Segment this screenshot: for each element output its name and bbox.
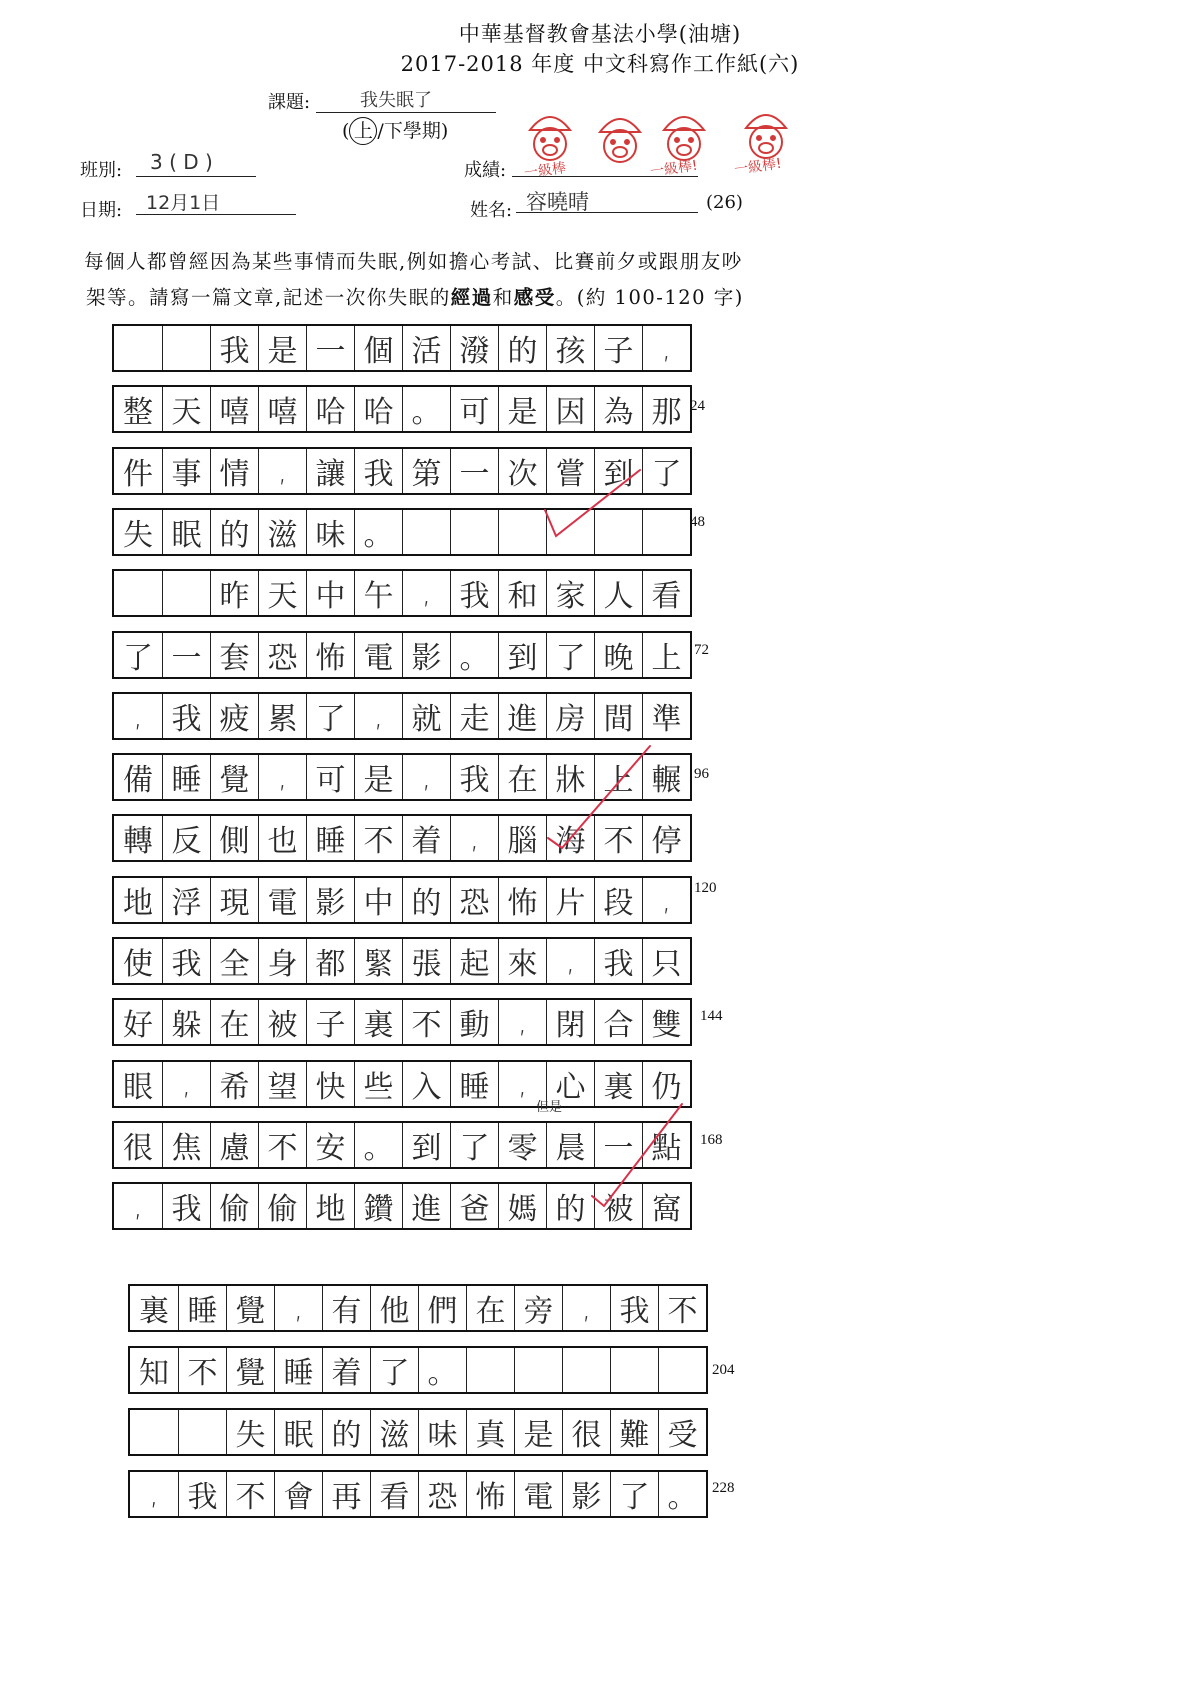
stamp-caption-1: 一級棒: [523, 160, 568, 182]
grid-cell: 味: [418, 1410, 466, 1454]
grid-cell: 側: [210, 816, 258, 860]
count-204: 204: [712, 1362, 735, 1378]
grid-cell: 零: [498, 1123, 546, 1167]
count-228: 228: [712, 1480, 735, 1496]
grid-cell: 嘗: [546, 449, 594, 493]
grid-cell: 停: [642, 816, 690, 860]
grid-cell: 覺: [226, 1286, 274, 1330]
count-24: 24: [690, 398, 705, 414]
grid-cell: 到: [402, 1123, 450, 1167]
grid-cell: 我: [210, 326, 258, 370]
grid-cell: 準: [642, 694, 690, 738]
grid-cell: 怖: [306, 633, 354, 677]
prompt-line-2a: 架等。請寫一篇文章,記述一次你失眠的: [86, 286, 451, 309]
grid-cell: 不: [402, 1000, 450, 1044]
grid-cell: 睡: [162, 755, 210, 799]
grid-cell: 覺: [226, 1348, 274, 1392]
grid-cell: 第: [402, 449, 450, 493]
grid-cell: 轉: [123, 824, 153, 859]
grid-cell: 一: [306, 326, 354, 370]
worksheet-subtitle: 2017-2018 年度 中文科寫作工作紙(六): [400, 52, 800, 76]
grid-cell: 被: [258, 1000, 306, 1044]
topic-label: 課題:: [268, 92, 311, 113]
grid-cell: 恐: [418, 1472, 466, 1516]
grid-cell: 媽: [498, 1184, 546, 1228]
grid-cell: 。: [658, 1472, 706, 1516]
grid-cell: 個: [354, 326, 402, 370]
grid-cell: 恐: [258, 633, 306, 677]
name-label: 姓名:: [470, 200, 513, 221]
grid-cell: 了: [642, 449, 690, 493]
grid-cell: 身: [258, 939, 306, 983]
grid-cell: 是: [354, 755, 402, 799]
grid-cell: 子: [594, 326, 642, 370]
grid-cell: 一: [594, 1123, 642, 1167]
grid-cell: 地: [123, 886, 153, 921]
grid-cell: 了: [370, 1348, 418, 1392]
grid-cell: 全: [210, 939, 258, 983]
grid-cell: 眼: [123, 1070, 153, 1105]
grid-cell: 受: [658, 1410, 706, 1454]
grid-cell: 上: [642, 633, 690, 677]
grid-cell: 們: [418, 1286, 466, 1330]
count-72: 72: [694, 642, 709, 658]
grid-cell: 不: [658, 1286, 706, 1330]
grid-cell: 看: [370, 1472, 418, 1516]
term-open: (: [342, 120, 350, 142]
topic-value: 我失眠了: [360, 90, 432, 111]
grid-cell: 滋: [258, 510, 306, 554]
prompt-line-2b: 和: [492, 286, 514, 309]
grid-cell: 影: [562, 1472, 610, 1516]
grid-cell: ,: [162, 1062, 210, 1106]
grid-cell: 我: [162, 694, 210, 738]
grid-cell: 了: [306, 694, 354, 738]
grid-cell: 慮: [210, 1123, 258, 1167]
grid-cell: 在: [466, 1286, 514, 1330]
grid-cell: 到: [498, 633, 546, 677]
grid-cell: ,: [450, 816, 498, 860]
grid-cell: 牀: [546, 755, 594, 799]
date-value: 12月1日: [146, 192, 221, 214]
grid-cell: 中: [354, 878, 402, 922]
grid-cell: 片: [546, 878, 594, 922]
grid-cell: 快: [306, 1062, 354, 1106]
grid-cell: ,: [274, 1286, 322, 1330]
grid-cell: 不: [226, 1472, 274, 1516]
grid-cell: 睡: [450, 1062, 498, 1106]
grid-cell: 走: [450, 694, 498, 738]
grid-cell: 怖: [498, 878, 546, 922]
grid-cell: 了: [123, 641, 153, 676]
grid-cell: 海: [546, 816, 594, 860]
grid-cell: 地: [306, 1184, 354, 1228]
prompt-bold-feeling: 感受: [513, 286, 556, 309]
prompt-bold-process: 經過: [450, 286, 493, 309]
grid-cell: 是: [514, 1410, 562, 1454]
grid-cell: 到: [594, 449, 642, 493]
grid-cell: 躲: [162, 1000, 210, 1044]
grid-cell: 爸: [450, 1184, 498, 1228]
grid-cell: 睡: [274, 1348, 322, 1392]
grid-cell: 電: [514, 1472, 562, 1516]
term-rest: /下學期): [377, 120, 449, 142]
grid-cell: 很: [562, 1410, 610, 1454]
grid-cell: 影: [306, 878, 354, 922]
grid-cell: 也: [258, 816, 306, 860]
grid-cell: 張: [402, 939, 450, 983]
grid-cell: 活: [402, 326, 450, 370]
grid-cell: 不: [594, 816, 642, 860]
grid-cell: 入: [402, 1062, 450, 1106]
student-number: (26): [706, 192, 743, 213]
grid-cell: 我: [610, 1286, 658, 1330]
grid-cell: 。: [354, 1123, 402, 1167]
grid-cell: 影: [402, 633, 450, 677]
grid-cell: ,: [258, 449, 306, 493]
grid-cell: ,: [546, 939, 594, 983]
grid-cell: 會: [274, 1472, 322, 1516]
grid-cell: 間: [594, 694, 642, 738]
grid-cell: 午: [354, 571, 402, 615]
grid-cell: 輾: [642, 755, 690, 799]
grid-cell: 難: [610, 1410, 658, 1454]
tick-mark-2: [548, 746, 650, 848]
grid-cell: 讓: [306, 449, 354, 493]
grid-cell: 了: [450, 1123, 498, 1167]
grid-cell: 天: [258, 571, 306, 615]
grid-cell: ,: [354, 694, 402, 738]
grid-cell: 我: [450, 571, 498, 615]
grid-cell: 都: [306, 939, 354, 983]
grid-cell: 好: [123, 1008, 153, 1043]
grid-cell: 人: [594, 571, 642, 615]
grid-cell: 希: [210, 1062, 258, 1106]
grid-cell: 窩: [642, 1184, 690, 1228]
grid-cell: 房: [546, 694, 594, 738]
grid-cell: 使: [123, 947, 153, 982]
grid-cell: 可: [450, 387, 498, 431]
grid-cell: 不: [258, 1123, 306, 1167]
grid-cell: 起: [450, 939, 498, 983]
grid-cell: 旁: [514, 1286, 562, 1330]
grid-cell: 進: [402, 1184, 450, 1228]
grid-cell: 哈: [354, 387, 402, 431]
grid-cell: 在: [498, 755, 546, 799]
prompt-line-2c: 。(約 100-120 字): [555, 286, 744, 309]
grid-cell: 望: [258, 1062, 306, 1106]
grid-cell: 滋: [370, 1410, 418, 1454]
grid-cell: 電: [354, 633, 402, 677]
grid-cell: 有: [322, 1286, 370, 1330]
grid-cell: ,: [402, 571, 450, 615]
grid-cell: ,: [562, 1286, 610, 1330]
grid-cell: 不: [178, 1348, 226, 1392]
grid-cell: 在: [210, 1000, 258, 1044]
grid-cell: 的: [210, 510, 258, 554]
count-144: 144: [700, 1008, 723, 1024]
school-title: 中華基督教會基法小學(油塘): [458, 22, 742, 46]
grid-cell: 合: [594, 1000, 642, 1044]
grid-cell: 為: [594, 387, 642, 431]
grid-cell: 鑽: [354, 1184, 402, 1228]
grid-cell: 味: [306, 510, 354, 554]
stamp-caption-2: 一級棒!: [649, 157, 699, 181]
grid-cell: 。: [418, 1348, 466, 1392]
grid-cell: 就: [402, 694, 450, 738]
grid-cell: 昨: [210, 571, 258, 615]
grid-cell: 被: [594, 1184, 642, 1228]
grid-cell: 因: [546, 387, 594, 431]
count-168: 168: [700, 1132, 723, 1148]
class-value: 3 ( D ): [150, 150, 213, 174]
grid-cell: 電: [258, 878, 306, 922]
grid-cell: 覺: [210, 755, 258, 799]
grid-cell: 一: [162, 633, 210, 677]
grid-cell: 動: [450, 1000, 498, 1044]
grid-cell: 我: [594, 939, 642, 983]
grid-cell: 中: [306, 571, 354, 615]
name-value: 容曉晴: [526, 190, 589, 214]
stamp-caption-3: 一級棒!: [733, 155, 783, 179]
grid-cell: 件: [123, 457, 153, 492]
grid-cell: ,: [258, 755, 306, 799]
date-label: 日期:: [80, 200, 123, 221]
grid-cell: 真: [466, 1410, 514, 1454]
tick-mark-1: [545, 470, 640, 536]
grid-cell: 的: [498, 326, 546, 370]
grid-cell: 嘻: [210, 387, 258, 431]
score-label: 成績:: [464, 160, 507, 181]
grid-cell: 進: [498, 694, 546, 738]
grid-cell: 累: [258, 694, 306, 738]
grid-cell: 裏: [594, 1062, 642, 1106]
grid-cell: 是: [258, 326, 306, 370]
term-selected: 上: [349, 117, 377, 145]
grid-cell: 他: [370, 1286, 418, 1330]
teacher-annotation: 但是: [536, 1100, 563, 1115]
grid-cell: 我: [162, 1184, 210, 1228]
grid-cell: 我: [354, 449, 402, 493]
grid-cell: 我: [178, 1472, 226, 1516]
grid-cell: 緊: [354, 939, 402, 983]
count-96: 96: [694, 766, 709, 782]
grid-cell: 再: [322, 1472, 370, 1516]
grid-cell: 情: [210, 449, 258, 493]
grid-cell: 孩: [546, 326, 594, 370]
grid-cell: 失: [226, 1410, 274, 1454]
grid-cell: 哈: [306, 387, 354, 431]
grid-cell: 備: [123, 763, 153, 798]
grid-cell: 閉: [546, 1000, 594, 1044]
grid-cell: 反: [162, 816, 210, 860]
grid-cell: 的: [546, 1184, 594, 1228]
grid-cell: ,: [498, 1062, 546, 1106]
grid-cell: ,: [498, 1000, 546, 1044]
grid-cell: 知: [139, 1356, 169, 1391]
grid-cell: 套: [210, 633, 258, 677]
grid-cell: 恐: [450, 878, 498, 922]
grid-cell: 焦: [162, 1123, 210, 1167]
grid-cell: 段: [594, 878, 642, 922]
grid-cell: 着: [322, 1348, 370, 1392]
grid-cell: 家: [546, 571, 594, 615]
count-48: 48: [690, 514, 705, 530]
grid-cell: 睡: [306, 816, 354, 860]
grid-cell: 點: [642, 1123, 690, 1167]
grid-cell: 。: [402, 387, 450, 431]
prompt-line-1: 每個人都曾經因為某些事情而失眠,例如擔心考試、比賽前夕或跟朋友吵: [84, 250, 743, 273]
grid-cell: 是: [498, 387, 546, 431]
grid-cell: ,: [149, 1476, 159, 1512]
grid-cell: 事: [162, 449, 210, 493]
grid-cell: 些: [354, 1062, 402, 1106]
grid-cell: 失: [123, 518, 153, 553]
grid-cell: 我: [450, 755, 498, 799]
grid-cell: 的: [322, 1410, 370, 1454]
grid-cell: ,: [402, 755, 450, 799]
grid-cell: 。: [450, 633, 498, 677]
grid-cell: 現: [210, 878, 258, 922]
grid-cell: ,: [642, 326, 690, 370]
grid-cell: 着: [402, 816, 450, 860]
grid-cell: ,: [642, 878, 690, 922]
tick-mark-3: [592, 1104, 682, 1206]
grid-cell: 雙: [642, 1000, 690, 1044]
grid-cell: 不: [354, 816, 402, 860]
grid-cell: 偷: [258, 1184, 306, 1228]
count-120: 120: [694, 880, 717, 896]
grid-cell: 上: [594, 755, 642, 799]
grid-cell: 和: [498, 571, 546, 615]
grid-cell: 只: [642, 939, 690, 983]
grid-cell: 晨: [546, 1123, 594, 1167]
grid-cell: 可: [306, 755, 354, 799]
grid-cell: 一: [450, 449, 498, 493]
grid-cell: 眠: [274, 1410, 322, 1454]
grid-cell: 腦: [498, 816, 546, 860]
grid-cell: 睡: [178, 1286, 226, 1330]
grid-cell: 偷: [210, 1184, 258, 1228]
grid-cell: 嘻: [258, 387, 306, 431]
grid-cell: 我: [162, 939, 210, 983]
grid-cell: 仍: [642, 1062, 690, 1106]
grid-cell: 的: [402, 878, 450, 922]
grid-cell: 晚: [594, 633, 642, 677]
grid-cell: 了: [546, 633, 594, 677]
class-label: 班別:: [80, 160, 123, 181]
grid-cell: 潑: [450, 326, 498, 370]
grid-cell: 裏: [354, 1000, 402, 1044]
grid-cell: 看: [642, 571, 690, 615]
grid-cell: 心: [546, 1062, 594, 1106]
grid-cell: 。: [354, 510, 402, 554]
grid-cell: 很: [123, 1131, 153, 1166]
grid-cell: 怖: [466, 1472, 514, 1516]
grid-cell: 子: [306, 1000, 354, 1044]
grid-cell: 浮: [162, 878, 210, 922]
grid-cell: 那: [642, 387, 690, 431]
grid-cell: 整: [123, 395, 153, 430]
grid-cell: 天: [162, 387, 210, 431]
grid-cell: ,: [133, 1188, 143, 1224]
grid-cell: ,: [133, 698, 143, 734]
grid-cell: 眠: [162, 510, 210, 554]
grid-cell: 裏: [139, 1294, 169, 1329]
grid-cell: 了: [610, 1472, 658, 1516]
grid-cell: 安: [306, 1123, 354, 1167]
grid-cell: 次: [498, 449, 546, 493]
grid-cell: 來: [498, 939, 546, 983]
grid-cell: 疲: [210, 694, 258, 738]
